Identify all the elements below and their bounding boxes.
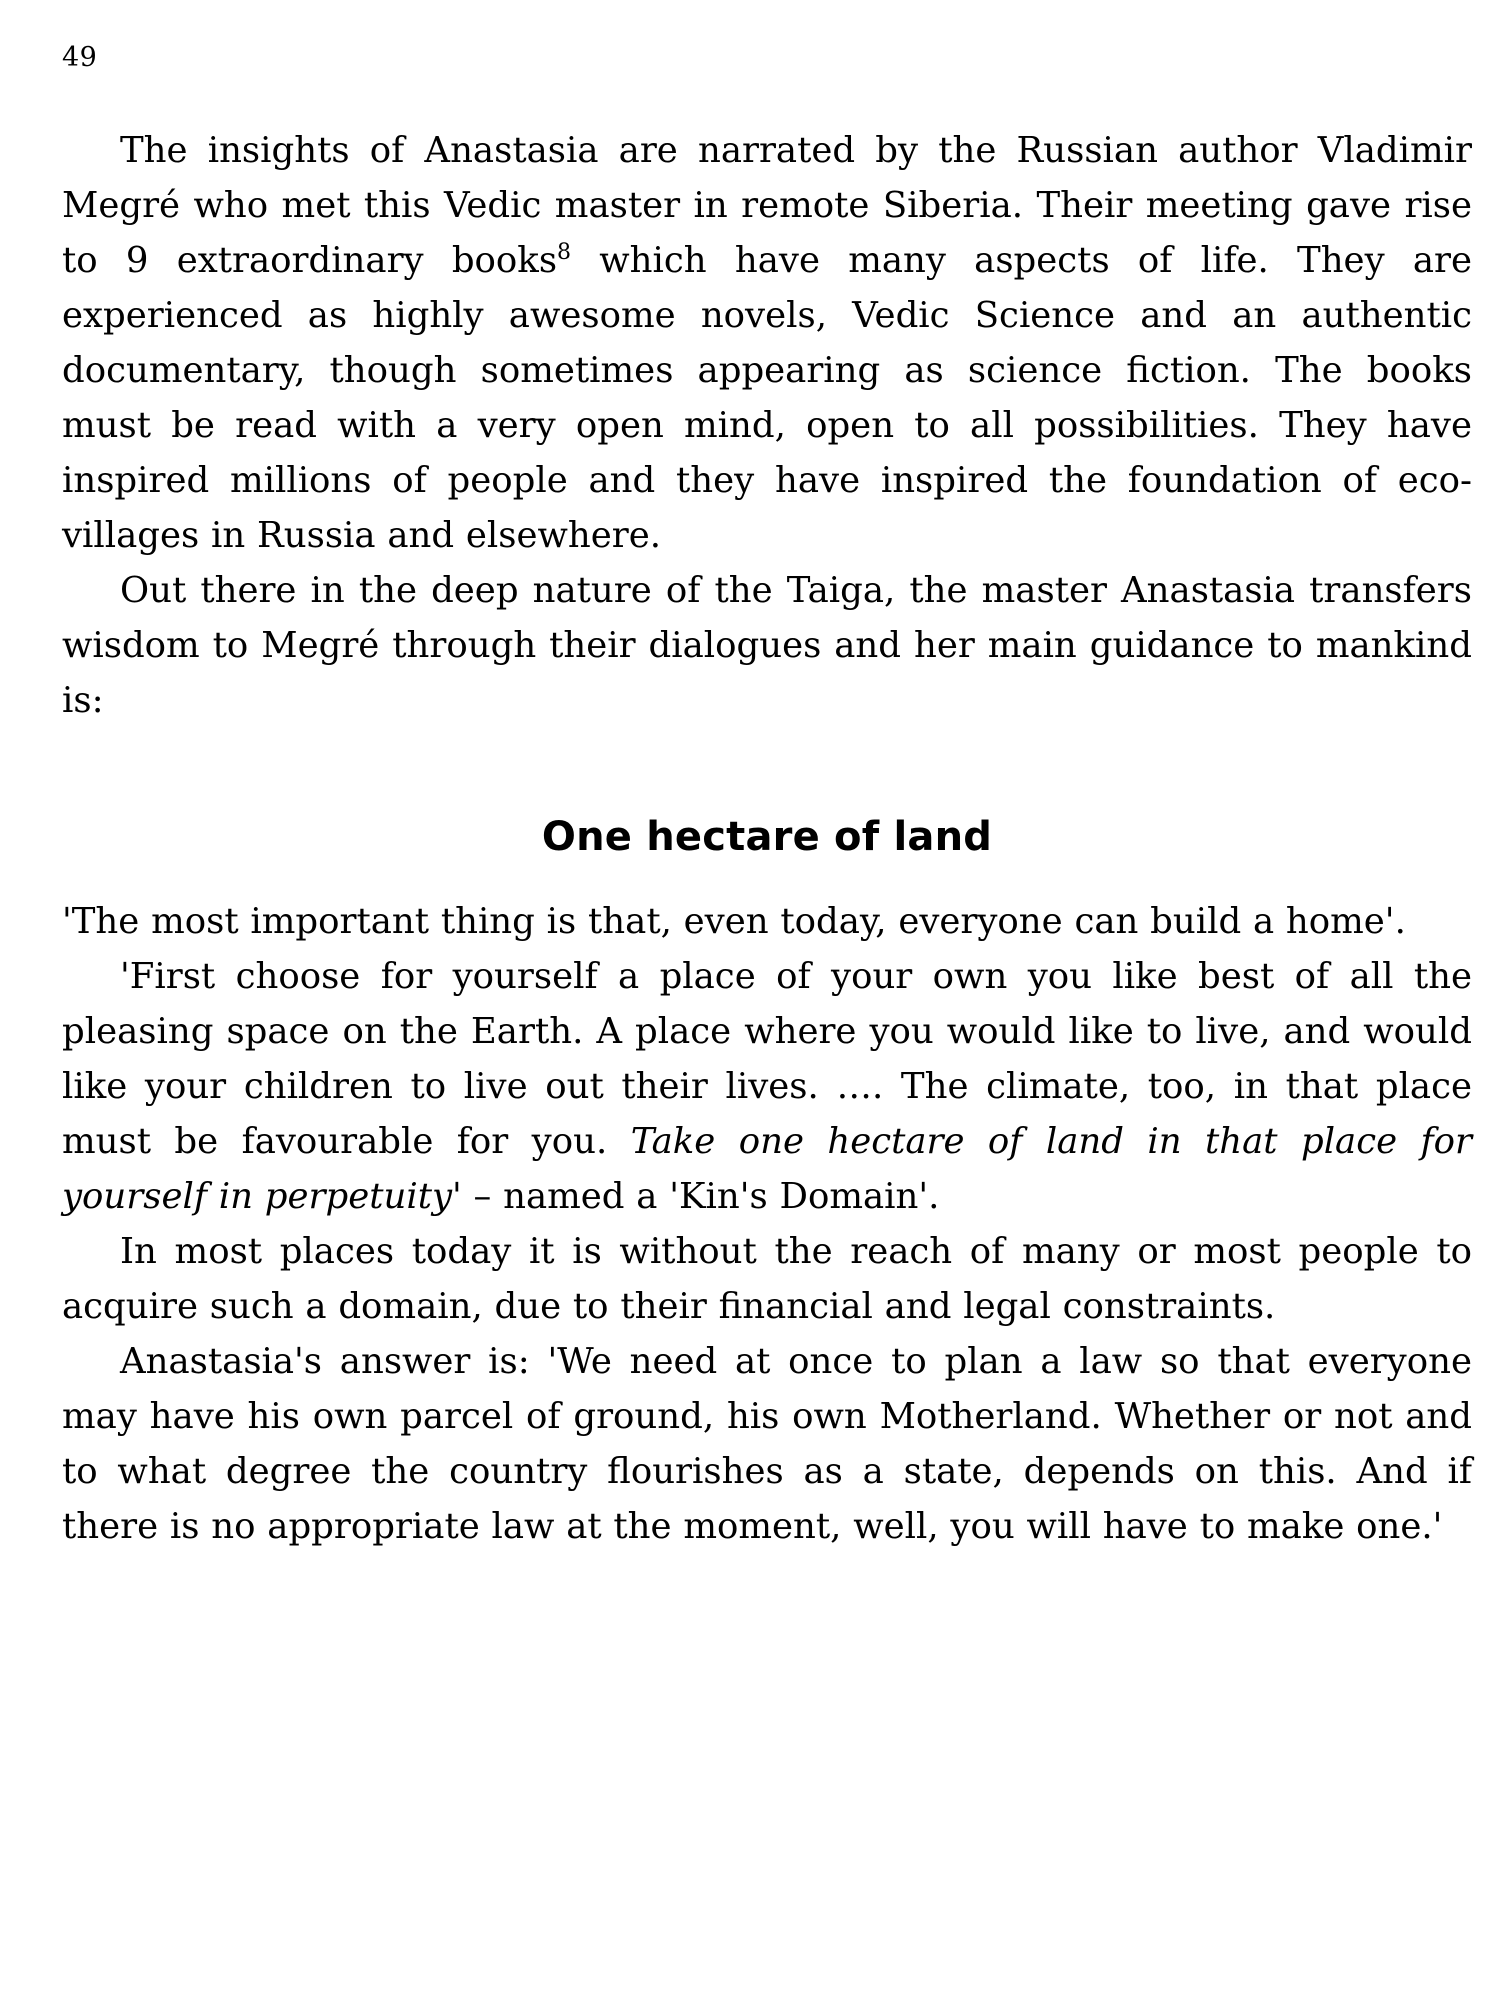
- paragraph-group-intro: [62, 123, 1472, 728]
- paragraph: Anastasia's answer is: 'We need at once to plan a law so that everyone may have his own parcel of ground, his own Motherland. Whether or not and to what degree the country flourishes as a state, depends on this. And if there is no appropriate law at the moment, well, you will have to make one.': [62, 1341, 1472, 1547]
- emphasized-text: Take one hectare of land in that place for yourself in perpetuity: [62, 1121, 1473, 1217]
- page-body: [62, 123, 1472, 1554]
- page-number: 49: [62, 42, 98, 73]
- paragraph-group-quote: [62, 894, 1472, 1554]
- paragraph: The insights of Anastasia are narrated by the Russian author Vladimir Megré who met this Vedic master in remote Siberia. Their meeting gave rise to 9 extraordinary books$^8$ which have many aspects of life. They are experienced as highly awesome novels, Vedic Science and an authentic documentary, though sometimes appearing as science fiction. The books must be read with a very open mind, open to all possibilities. They have inspired millions of people and they have inspired the foundation of eco-villages in Russia and elsewhere.: [62, 130, 1472, 556]
- paragraph: Out there in the deep nature of the Taiga, the master Anastasia transfers wisdom to Megré through their dialogues and her main guidance to mankind is:: [62, 570, 1472, 721]
- footnote-reference: 8: [557, 240, 572, 266]
- paragraph: In most places today it is without the reach of many or most people to acquire such a domain, due to their financial and legal constraints.: [62, 1231, 1472, 1327]
- section-heading: One hectare of land: [541, 814, 993, 860]
- paragraph: 'First choose for yourself a place of your own you like best of all the pleasing space on the Earth. A place where you would like to live, and would like your children to live out their lives. …. The climate, too, in that place must be favourable for you. Take one hectare of land in that place for yourself in perpetuity' – named a 'Kin's Domain'.: [62, 956, 1473, 1217]
- paragraph: 'The most important thing is that, even today, everyone can build a home'.: [62, 901, 1406, 942]
